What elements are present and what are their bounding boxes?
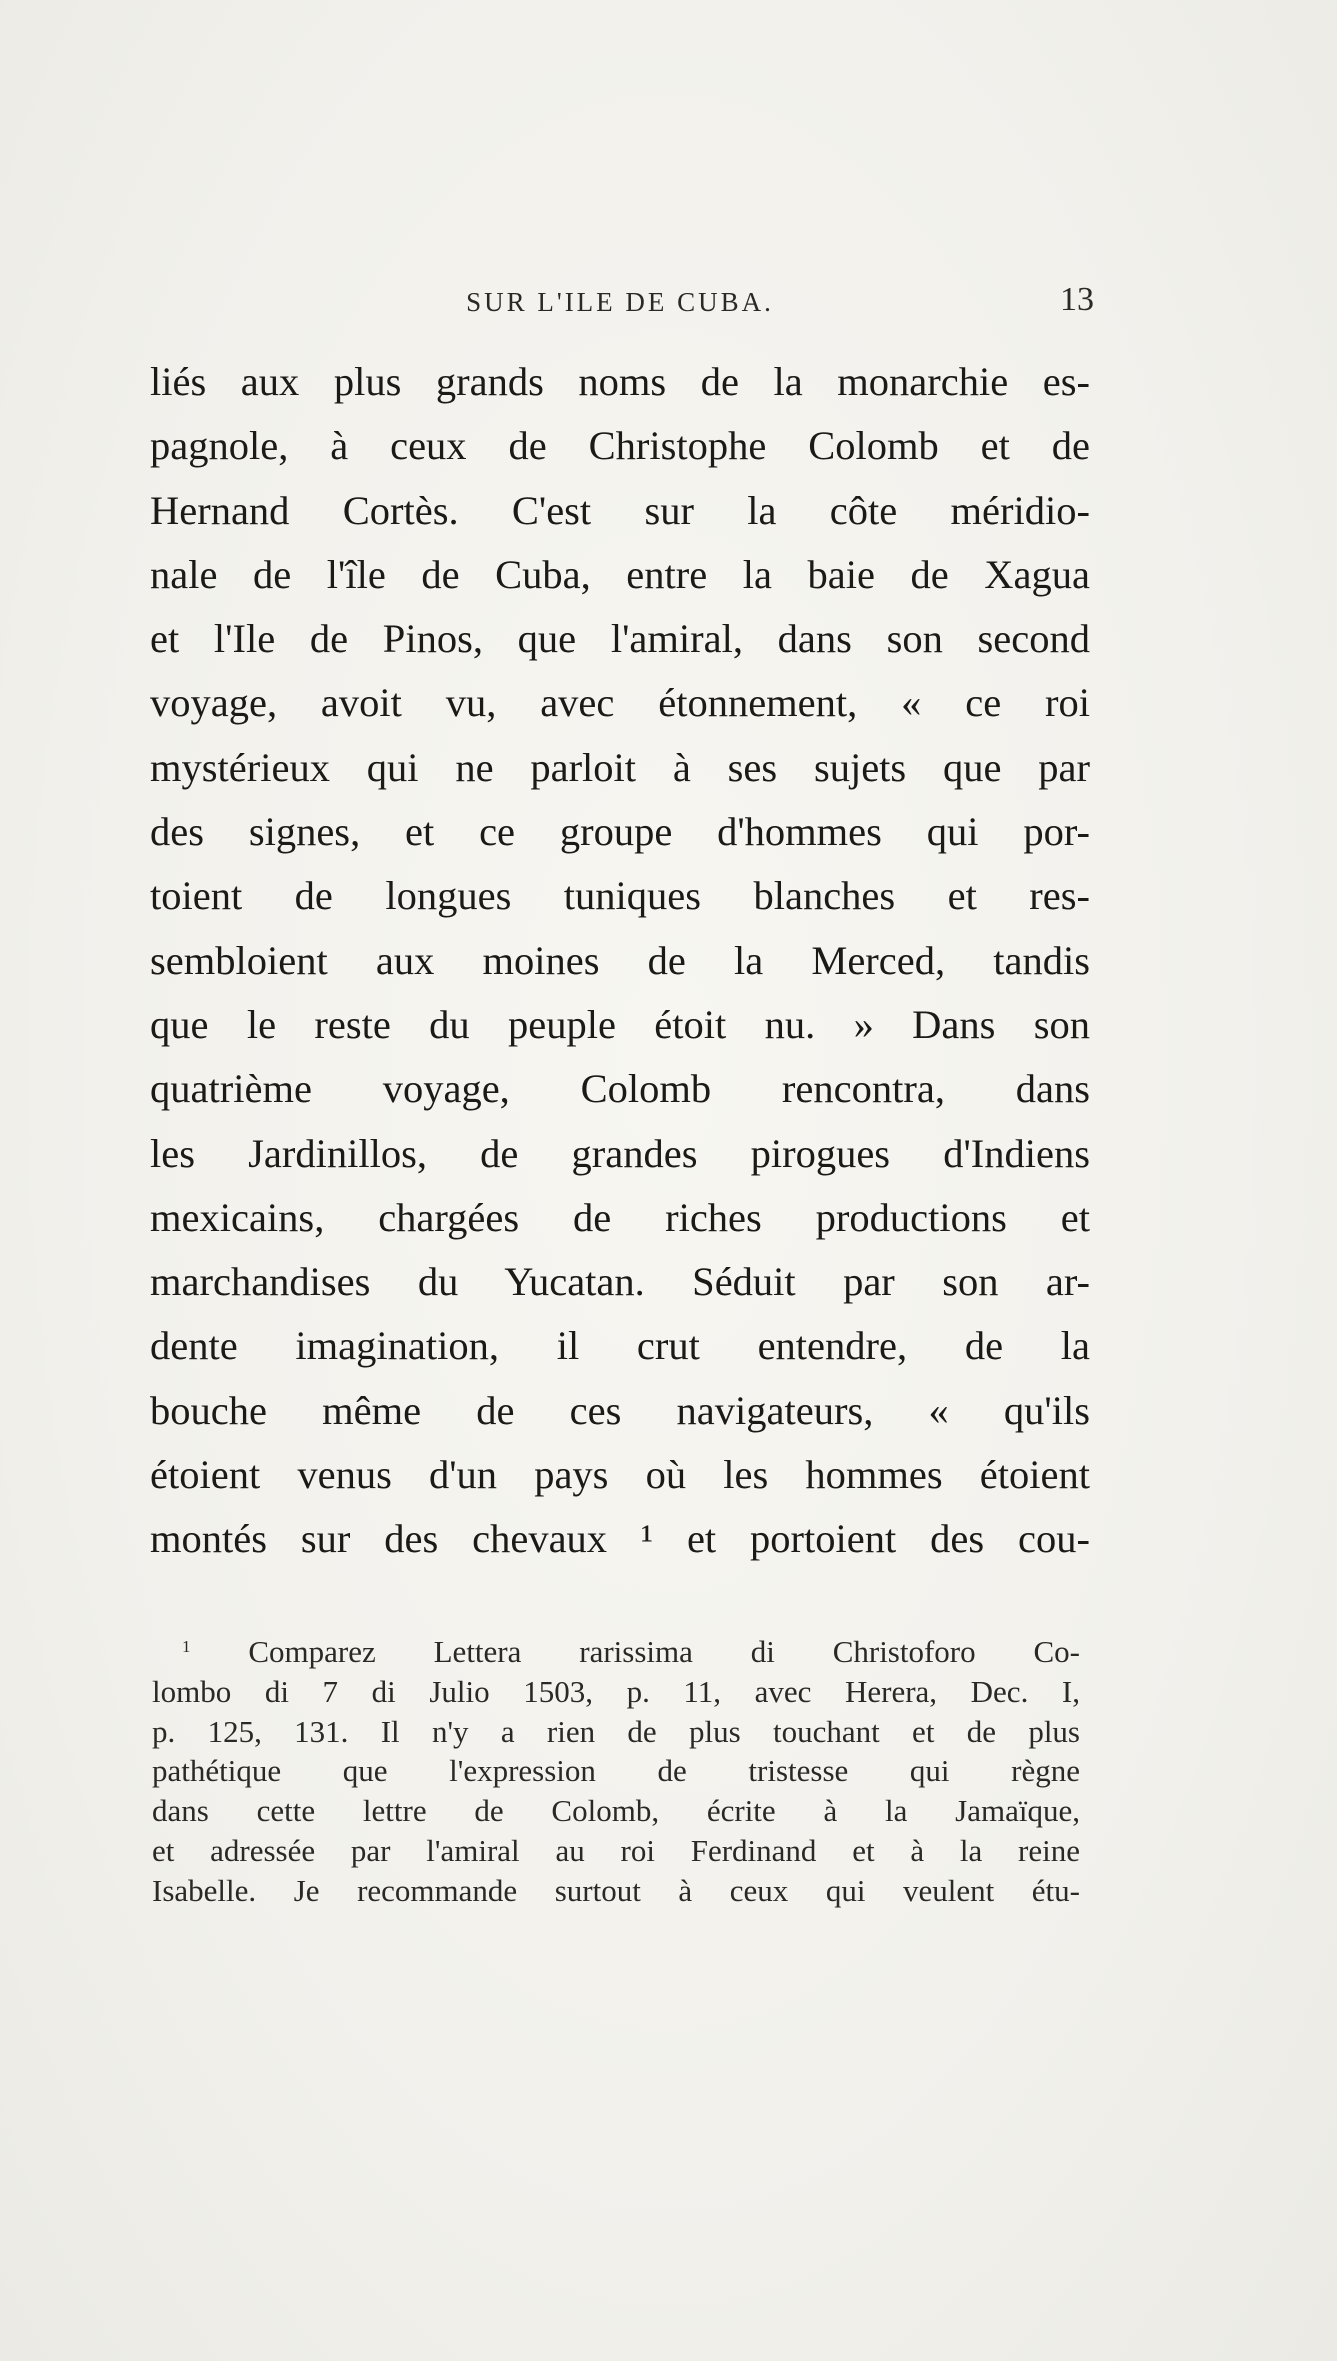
text-line: les Jardinillos, de grandes pirogues d'Indiens <box>150 1130 1090 1176</box>
footnote-line: lombo di 7 di Julio 1503, p. 11, avec Herera, Dec. I, <box>152 1673 1080 1709</box>
footnote-line <box>152 1632 1080 1672</box>
text-line: voyage, avoit vu, avec étonnement, « ce roi <box>150 680 1090 726</box>
footnote-line: p. 125, 131. Il n'y a rien de plus touchant et de plus <box>152 1713 1080 1749</box>
page-header <box>150 281 1094 332</box>
footnote-line: et adressée par l'amiral au roi Ferdinand et à la reine <box>152 1832 1080 1868</box>
footnote-line: dans cette lettre de Colomb, écrite à la Jamaïque, <box>152 1793 1080 1829</box>
text-line: que le reste du peuple étoit nu. » Dans son <box>150 1001 1090 1047</box>
text-line: toient de longues tuniques blanches et res- <box>150 873 1090 919</box>
text-line: mexicains, chargées de riches productions et <box>150 1194 1090 1240</box>
footnote-text: Comparez Lettera rarissima di Christoforo Co- <box>248 1634 1080 1669</box>
text-line: liés aux plus grands noms de la monarchie es- <box>150 359 1090 404</box>
footnote-line: pathétique que l'expression de tristesse qui règne <box>152 1753 1080 1789</box>
footnote-marker: 1 <box>182 1636 191 1656</box>
text-line: et l'Ile de Pinos, que l'amiral, dans son second <box>150 616 1090 662</box>
text-line: nale de l'île de Cuba, entre la baie de Xagua <box>150 551 1090 597</box>
text-line: marchandises du Yucatan. Séduit par son ar- <box>150 1259 1090 1305</box>
text-line: quatrième voyage, Colomb rencontra, dans <box>150 1066 1090 1112</box>
running-title: SUR L'ILE DE CUBA. <box>466 287 774 317</box>
text-line: des signes, et ce groupe d'hommes qui por- <box>150 809 1090 855</box>
text-line: mystérieux qui ne parloit à ses sujets que par <box>150 744 1090 790</box>
text-line: pagnole, à ceux de Christophe Colomb et de <box>150 423 1090 469</box>
footnote <box>152 1632 1080 1911</box>
text-line: dente imagination, il crut entendre, de la <box>150 1323 1090 1369</box>
text-line: montés sur des chevaux ¹ et portoient des cou- <box>150 1516 1090 1562</box>
text-line: Hernand Cortès. C'est sur la côte méridio- <box>150 487 1090 533</box>
page-number: 13 <box>1060 281 1094 318</box>
main-text <box>150 350 1090 1572</box>
text-line: bouche même de ces navigateurs, « qu'ils <box>150 1387 1090 1433</box>
text-line: sembloient aux moines de la Merced, tandis <box>150 937 1090 983</box>
footnote-line: Isabelle. Je recommande surtout à ceux qui veulent étu- <box>152 1872 1080 1908</box>
text-line: étoient venus d'un pays où les hommes étoient <box>150 1452 1090 1498</box>
